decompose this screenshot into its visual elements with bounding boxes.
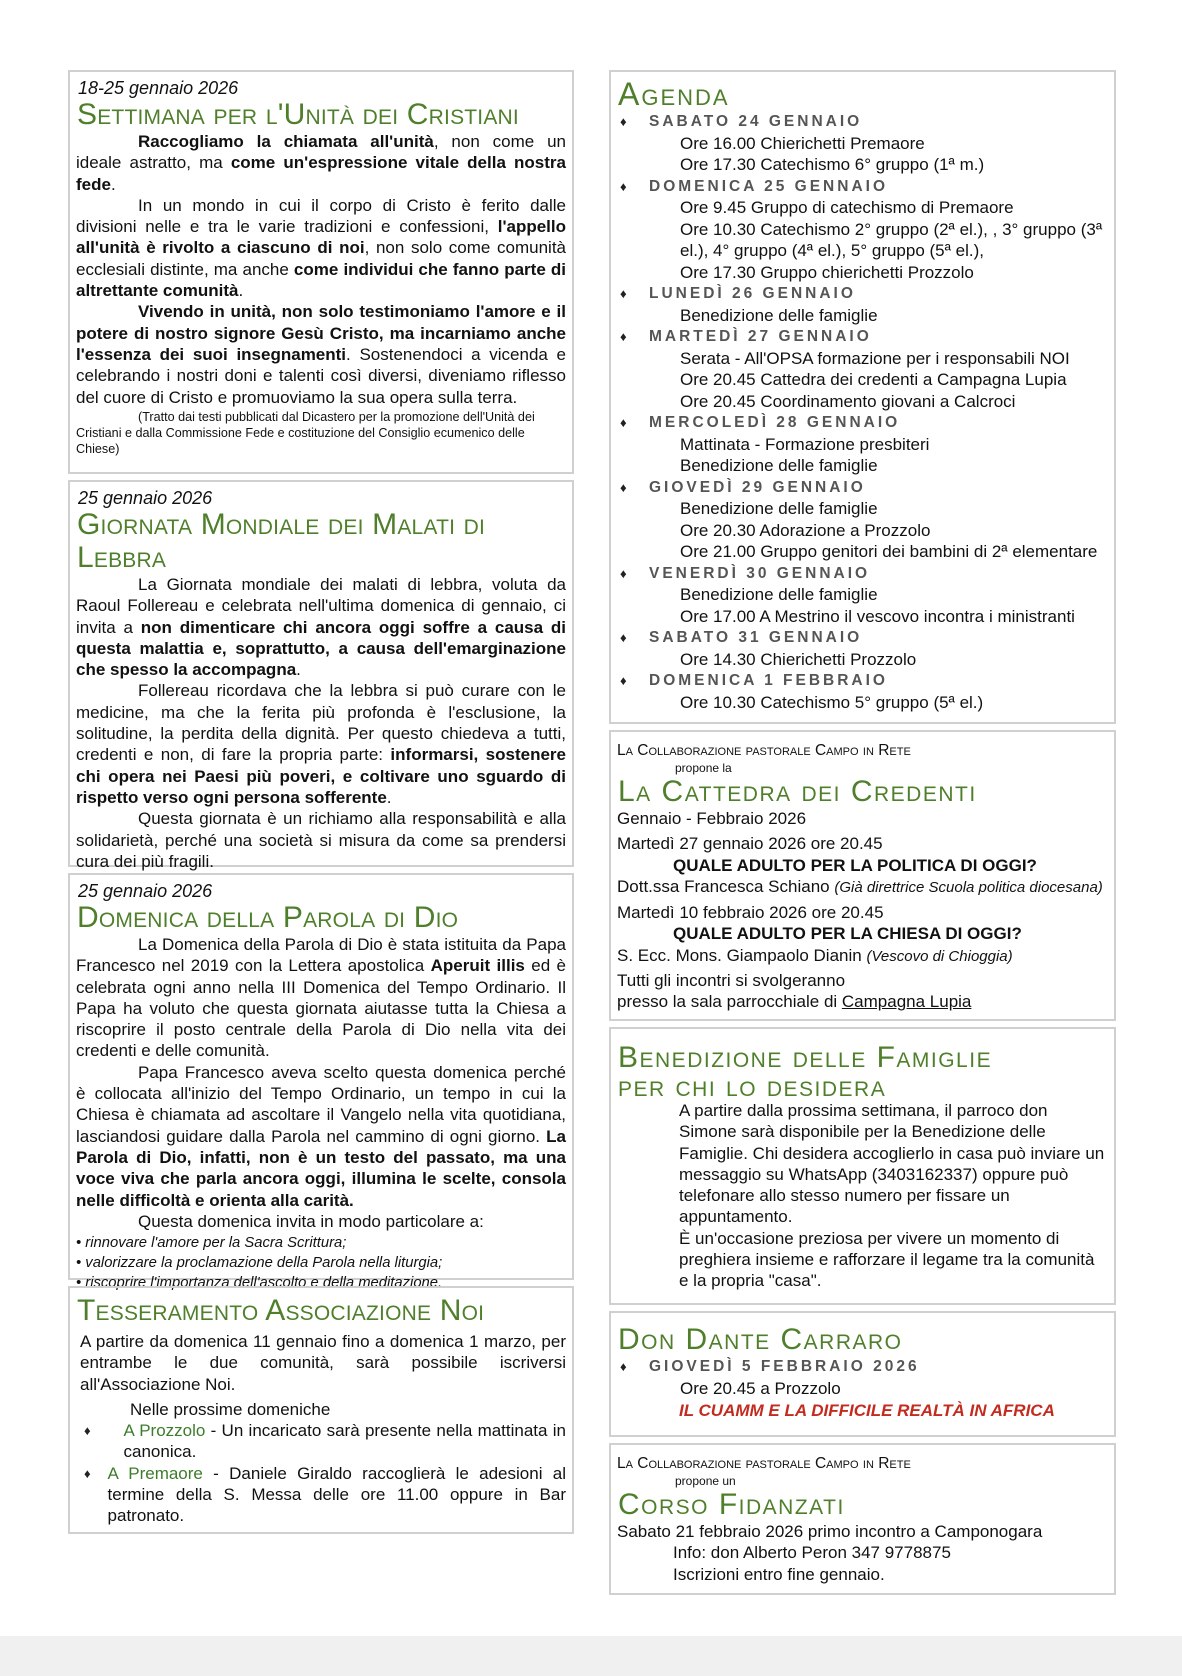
diamond-bullet-icon: ♦ (620, 114, 627, 129)
agenda-day (620, 283, 1108, 305)
section-title: Domenica della Parola di Dio (77, 901, 459, 934)
event-title: QUALE ADULTO PER LA CHIESA DI OGGI? (673, 924, 1022, 944)
venue-link[interactable]: Campagna Lupia (841, 992, 972, 1012)
venue-note: presso la sala parrocchiale di Campagna Lupia (617, 992, 972, 1012)
agenda-entry: Ore 9.45 Gruppo di catechismo di Premaore (680, 198, 1014, 217)
organizer: La Collaborazione pastorale Campo in Rete (617, 1455, 911, 1472)
agenda-day-label: MERCOLEDÌ 28 GENNAIO (649, 414, 901, 431)
section-subtitle: per chi lo desidera (618, 1070, 887, 1103)
agenda-entry: Ore 10.30 Catechismo 2° gruppo (2ª el.), , 3° gruppo (3ª el.), 4° gruppo (4ª el.), 5° gruppo (5ª el.), (680, 219, 1103, 260)
agenda-day (620, 176, 1108, 198)
don-dante-box (609, 1311, 1116, 1437)
corso-fidanzati-box (609, 1443, 1116, 1595)
paragraph: Questa domenica invita in modo particolare a: (138, 1211, 484, 1231)
lebbra-box (68, 480, 574, 871)
paragraph: La Domenica della Parola di Dio è stata istituita da Papa Francesco nel 2019 con la Lettera apostolica Aperuit illis ed è celebrata ogni anno nella III Domenica del Tempo Ordinario. Il Papa ha voluto che questa giornata aiutasse tutta la Chiesa a riscoprire il posto centrale della Parola di Dio nella vita dei credenti e delle comunità. (76, 935, 566, 1061)
agenda-day (620, 627, 1108, 649)
list-item: ♦ A Premaore - Daniele Giraldo raccoglierà le adesioni al termine della S. Messa delle ore 11.00 oppure in Bar patronato. (76, 1463, 566, 1527)
list-item: • valorizzare la proclamazione della Parola nella liturgia; (76, 1255, 443, 1272)
agenda-box (609, 70, 1116, 724)
diamond-bullet-icon: ♦ (620, 1359, 627, 1374)
paragraph: La Giornata mondiale dei malati di lebbra, voluta da Raoul Follereau e celebrata nell'ultima domenica di gennaio, ci invita a non dimenticare chi ancora oggi soffre a causa di questa malattia e, soprattutto, a causa dell'emarginazione che spesso la accompagna. (76, 575, 566, 680)
proposes-label: propone la (675, 761, 732, 775)
cattedra-credenti-box (609, 730, 1116, 1021)
agenda-day-label: VENERDÌ 30 GENNAIO (649, 564, 871, 582)
agenda-day-label: SABATO 31 GENNAIO (649, 629, 863, 646)
agenda-entry: Benedizione delle famiglie (680, 456, 878, 475)
event-line: Info: don Alberto Peron 347 9778875 (673, 1543, 951, 1563)
agenda-entry: Ore 20.45 Coordinamento giovani a Calcroci (680, 391, 1016, 411)
paragraph: Papa Francesco aveva scelto questa domenica perché è collocata all'inizio del Tempo Ordinario, un tempo in cui la Chiesa è chiamata ad ascoltare il Vangelo nella vita quotidiana, lasciandosi guidare dalla Parola nel cammino di ogni giorno. La Parola di Dio, infatti, non è un testo del passato, ma una voce viva che parla ancora oggi, illumina le scelte, consola nelle difficoltà e orienta alla carità. (76, 1062, 566, 1210)
agenda-entry: Ore 10.30 Catechismo 5° gruppo (5ª el.) (680, 692, 984, 712)
agenda-list (617, 111, 1108, 713)
agenda-day-label: DOMENICA 1 FEBBRAIO (649, 672, 888, 689)
diamond-bullet-icon: ♦ (620, 178, 627, 194)
paragraph: È un'occasione preziosa per vivere un momento di preghiera insieme e rafforzare il legame tra la comunità e la propria "casa". (679, 1228, 1095, 1291)
paragraph: A partire dalla prossima settimana, il parroco don Simone sarà disponibile per la Benedizione delle Famiglie. Chi desidera accoglierlo in casa può inviare un messaggio su WhatsApp (3403162337) oppure può telefonare allo stesso numero per fissare un appuntamento. (679, 1101, 1105, 1227)
paragraph: Follereau ricordava che la lebbra si può curare con le medicine, ma che la ferita più profonda è l'esclusione, la solitudine, la perdita della dignità. Per questo chiedeva a tutti, credenti e non, di fare la propria parte: informarsi, sostenere chi opera nei Paesi più poveri, e coltivare uno sguardo di rispetto verso ogni persona sofferente. (76, 681, 567, 807)
agenda-day (620, 563, 1108, 585)
diamond-bullet-icon: ♦ (620, 329, 627, 344)
diamond-bullet-icon: ♦ (84, 1465, 91, 1481)
agenda-entry: Ore 16.00 Chierichetti Premaore (680, 133, 925, 153)
event-line: Iscrizioni entro fine gennaio. (673, 1564, 885, 1584)
left-column (68, 70, 574, 1540)
diamond-bullet-icon: ♦ (620, 565, 627, 581)
agenda-day (620, 670, 1108, 692)
section-title: La Cattedra dei Credenti (618, 775, 977, 808)
paragraph: Nelle prossime domeniche (130, 1399, 331, 1419)
section-date: 18-25 gennaio 2026 (78, 78, 239, 98)
event-speaker: Dott.ssa Francesca Schiano (Già direttrice Scuola politica diocesana) (617, 876, 1103, 896)
paragraph: Raccogliamo la chiamata all'unità, non come un ideale astratto, ma come un'espressione vitale della nostra fede. (76, 132, 566, 194)
agenda-entry: Ore 14.30 Chierichetti Prozzolo (680, 649, 917, 669)
agenda-entry: Benedizione delle famiglie (680, 305, 878, 325)
section-title: Giornata Mondiale dei Malati di Lebbra (77, 508, 486, 574)
section-date: 25 gennaio 2026 (78, 881, 213, 901)
venue-note: Tutti gli incontri si svolgeranno (617, 971, 846, 991)
agenda-entry: Ore 17.30 Gruppo chierichetti Prozzolo (680, 262, 974, 282)
settimana-unita-box (68, 70, 574, 474)
tesseramento-noi-box (68, 1286, 574, 1534)
source-note: (Tratto dai testi pubblicati dal Dicastero per la promozione dell'Unità dei Cristiani e dalla Commissione Fede e costituzione del Consiglio ecumenico delle Chiese) (76, 409, 535, 456)
period: Gennaio - Febbraio 2026 (617, 809, 807, 828)
agenda-day (620, 412, 1108, 434)
section-title: Tesseramento Associazione Noi (77, 1294, 485, 1327)
agenda-day-label: GIOVEDÌ 29 GENNAIO (649, 478, 866, 496)
section-title: Benedizione delle Famiglie (618, 1041, 993, 1074)
section-date: 25 gennaio 2026 (78, 488, 213, 508)
agenda-day-label: DOMENICA 25 GENNAIO (649, 177, 889, 195)
event-entry: Ore 20.45 a Prozzolo (680, 1378, 841, 1398)
talk-title: IL CUAMM E LA DIFFICILE REALTÀ IN AFRICA (679, 1401, 1055, 1420)
section-title: Corso Fidanzati (618, 1488, 845, 1521)
agenda-entry: Ore 20.45 Cattedra dei credenti a Campagna Lupia (680, 370, 1067, 389)
right-column (609, 70, 1116, 1601)
event-line: Sabato 21 febbraio 2026 primo incontro a Camponogara (617, 1522, 1043, 1541)
section-title: Agenda (618, 76, 730, 112)
agenda-day (620, 326, 1108, 348)
page-bottom-band (0, 1636, 1182, 1676)
agenda-entry: Benedizione delle famiglie (680, 499, 878, 518)
event-title: QUALE ADULTO PER LA POLITICA DI OGGI? (673, 855, 1037, 875)
organizer: La Collaborazione pastorale Campo in Rete (617, 742, 911, 759)
agenda-entry: Ore 17.00 A Mestrino il vescovo incontra i ministranti (680, 606, 1075, 626)
agenda-entry: Serata - All'OPSA formazione per i responsabili NOI (680, 348, 1070, 368)
parola-di-dio-box (68, 873, 574, 1292)
agenda-entry: Ore 21.00 Gruppo genitori dei bambini di 2ª elementare (680, 542, 1098, 561)
agenda-entry: Ore 17.30 Catechismo 6° gruppo (1ª m.) (680, 155, 985, 174)
agenda-day (620, 111, 1108, 133)
list-item: ♦ A Prozzolo - Un incaricato sarà presente nella mattinata in canonica. (76, 1420, 566, 1463)
diamond-bullet-icon: ♦ (620, 673, 627, 688)
paragraph: In un mondo in cui il corpo di Cristo è ferito dalle divisioni nelle e tra le varie tradizioni e confessioni, l'appello all'unità è rivolto a ciascuno di noi, non solo come comunità ecclesiali distinte, ma anche come individui che fanno parte di altrettante comunità. (76, 195, 567, 301)
agenda-day (620, 477, 1108, 499)
diamond-bullet-icon: ♦ (84, 1423, 91, 1439)
paragraph: Questa giornata è un richiamo alla responsabilità e alla solidarietà, perché una società si misura da come sa prendersi cura dei più fragili. (76, 809, 566, 871)
event-speaker: S. Ecc. Mons. Giampaolo Dianin (Vescovo di Chioggia) (617, 945, 1013, 965)
place-label: A Premaore (107, 1463, 203, 1483)
diamond-bullet-icon: ♦ (620, 630, 627, 645)
agenda-entry: Benedizione delle famiglie (680, 585, 878, 604)
paragraph: Vivendo in unità, non solo testimoniamo l'amore e il potere di nostro signore Gesù Cristo, ma incarniamo anche l'essenza dei suoi insegnamenti. Sostenendoci a vicenda e celebrando i nostri doni e talenti così diversi, diveniamo riflesso del cuore di Cristo e promuoviamo la sua opera sulla terra. (76, 302, 566, 407)
list-item: • riscoprire l'importanza dell'ascolto e della meditazione. (76, 1275, 443, 1292)
place-label: A Prozzolo (123, 1421, 206, 1441)
section-title: Settimana per l'Unità dei Cristiani (77, 98, 519, 131)
diamond-bullet-icon: ♦ (620, 415, 627, 430)
paragraph: A partire da domenica 11 gennaio fino a domenica 1 marzo, per entrambe le due comunità, sarà possibile iscriversi all'Associazione Noi. (80, 1332, 566, 1394)
agenda-day-label: LUNEDÌ 26 GENNAIO (649, 285, 856, 302)
diamond-bullet-icon: ♦ (620, 286, 627, 301)
invitation-list (76, 1233, 566, 1293)
benedizione-famiglie-box (609, 1027, 1116, 1305)
agenda-entry: Ore 20.30 Adorazione a Prozzolo (680, 520, 931, 540)
event-date: Martedì 10 febbraio 2026 ore 20.45 (617, 903, 884, 923)
proposes-label: propone un (675, 1474, 736, 1488)
agenda-day-label: SABATO 24 GENNAIO (649, 113, 863, 130)
agenda-day-label: MARTEDÌ 27 GENNAIO (649, 328, 872, 345)
section-title: Don Dante Carraro (618, 1323, 903, 1356)
list-item: • rinnovare l'amore per la Sacra Scrittura; (76, 1235, 347, 1252)
event-day: ♦ GIOVEDÌ 5 FEBBRAIO 2026 (620, 1356, 1108, 1378)
diamond-bullet-icon: ♦ (620, 479, 627, 495)
agenda-entry: Mattinata - Formazione presbiteri (680, 434, 930, 454)
event-date: Martedì 27 gennaio 2026 ore 20.45 (617, 834, 883, 854)
